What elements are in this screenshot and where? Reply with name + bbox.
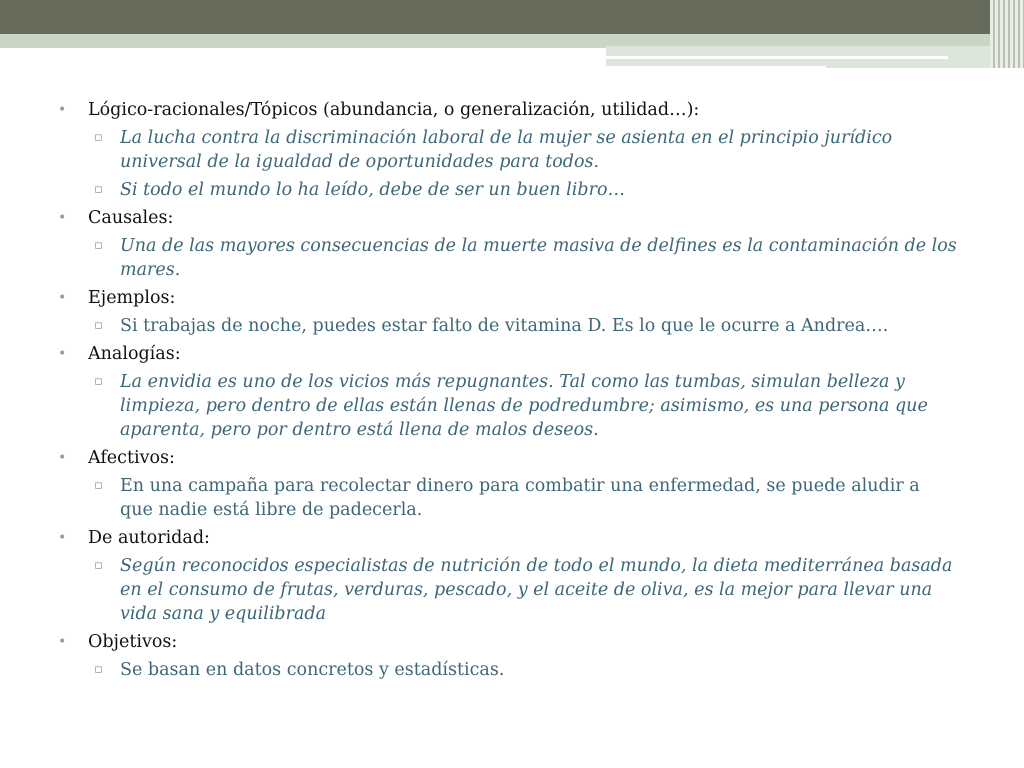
argument-type (58, 342, 958, 366)
argument-type-label: Afectivos: (88, 448, 175, 468)
example-text: En una campaña para recolectar dinero para combatir una enfermedad, se puede aludir a que nadie está libre de padecerla. (120, 476, 920, 520)
bullet-icon: • (58, 102, 67, 118)
bullet-icon: • (58, 530, 67, 546)
bullet-icon: • (58, 346, 67, 362)
example-text: Si todo el mundo lo ha leído, debe de ser un buen libro… (120, 180, 625, 200)
header-line (606, 56, 948, 59)
example-text: La envidia es uno de los vicios más repugnantes. Tal como las tumbas, simulan belleza y limpieza, pero dentro de ellas están llenas de podredumbre; asimismo, es una persona que aparenta, pero por dentro está llena de malos deseos. (120, 372, 928, 440)
example-text: Según reconocidos especialistas de nutrición de todo el mundo, la dieta mediterránea basada en el consumo de frutas, verduras, pescado, y el aceite de oliva, es la mejor para llevar una vida sana y equilibrada (120, 556, 953, 624)
header-band-dark (0, 0, 1024, 34)
argument-type (58, 206, 958, 230)
example-text: La lucha contra la discriminación laboral de la mujer se asienta en el principio jurídico universal de la igualdad de oportunidades para todos. (120, 128, 893, 172)
sub-bullet-icon: ▫ (94, 662, 103, 677)
bullet-icon: • (58, 450, 67, 466)
argument-type-label: De autoridad: (88, 528, 210, 548)
sub-bullet-icon: ▫ (94, 238, 103, 253)
bullet-icon: • (58, 290, 67, 306)
bullet-icon: • (58, 634, 67, 650)
sub-bullet-icon: ▫ (94, 374, 103, 389)
example (94, 126, 958, 174)
example (94, 658, 958, 682)
sub-bullet-icon: ▫ (94, 130, 103, 145)
example (94, 234, 958, 282)
argument-type (58, 446, 958, 470)
sub-bullet-icon: ▫ (94, 478, 103, 493)
argument-type (58, 98, 958, 122)
argument-type (58, 526, 958, 550)
example-text: Se basan en datos concretos y estadísticas. (120, 660, 505, 680)
example-text: Si trabajas de noche, puedes estar falto de vitamina D. Es lo que le ocurre a Andrea…. (120, 316, 889, 336)
argument-type-label: Ejemplos: (88, 288, 176, 308)
slide-content (58, 98, 958, 686)
example-text: Una de las mayores consecuencias de la muerte masiva de delfines es la contaminación de los mares. (120, 236, 957, 280)
header-stripes (990, 0, 1024, 68)
example (94, 554, 958, 626)
example (94, 474, 958, 522)
header-line (606, 66, 826, 69)
example (94, 314, 958, 338)
sub-bullet-icon: ▫ (94, 182, 103, 197)
argument-type-label: Lógico-racionales/Tópicos (abundancia, o generalización, utilidad…): (88, 100, 700, 120)
sub-bullet-icon: ▫ (94, 558, 103, 573)
argument-type (58, 630, 958, 654)
argument-type-label: Causales: (88, 208, 174, 228)
example (94, 370, 958, 442)
example (94, 178, 958, 202)
bullet-icon: • (58, 210, 67, 226)
sub-bullet-icon: ▫ (94, 318, 103, 333)
argument-type (58, 286, 958, 310)
argument-type-label: Analogías: (88, 344, 181, 364)
argument-type-label: Objetivos: (88, 632, 178, 652)
